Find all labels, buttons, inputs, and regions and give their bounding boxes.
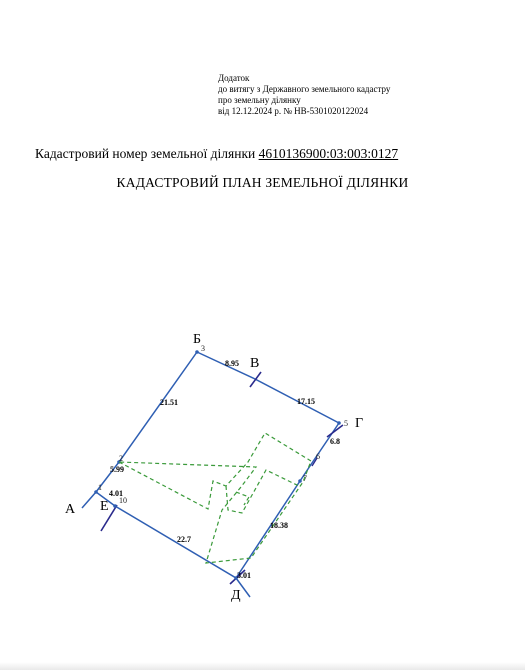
length-18-38: 18.38 xyxy=(270,521,288,530)
length-3-01: 3.01 xyxy=(237,571,251,580)
length-6-8: 6.8 xyxy=(330,437,340,446)
vertex-number-10: 10 xyxy=(119,496,127,505)
cadastral-number-value: 4610136900:03:003:0127 xyxy=(258,146,399,161)
marker-g xyxy=(327,425,343,437)
length-5-99: 5.99 xyxy=(110,465,124,474)
letter-e: Е xyxy=(100,499,109,514)
length-4-01: 4.01 xyxy=(109,489,123,498)
length-17-15: 17.15 xyxy=(297,397,315,406)
vertex-10 xyxy=(113,504,117,508)
vertex-number-2: 2 xyxy=(119,454,123,463)
annex-line-1: Додаток xyxy=(218,73,250,83)
vertex-number-7: 7 xyxy=(303,474,307,483)
annex-line-2: до витягу з Державного земельного кадастру xyxy=(218,84,391,94)
letter-a: А xyxy=(65,502,76,517)
parcel-boundary-south xyxy=(96,492,250,597)
cadastral-number-label: Кадастровий номер земельної ділянки xyxy=(35,146,256,161)
parcel-boundary-east xyxy=(236,423,339,578)
parcel-boundary-north xyxy=(197,352,339,423)
vertex-number-6: 6 xyxy=(316,452,320,461)
letter-d: Д xyxy=(231,588,241,603)
vertex-5 xyxy=(337,421,341,425)
building-outline xyxy=(119,433,311,563)
plan-title: КАДАСТРОВИЙ ПЛАН ЗЕМЕЛЬНОЇ ДІЛЯНКИ xyxy=(116,175,409,190)
marker-v xyxy=(250,372,261,387)
letter-v: В xyxy=(250,356,260,371)
vertex-7 xyxy=(298,479,302,483)
annex-line-3: про земельну ділянку xyxy=(218,95,301,105)
letter-b: Б xyxy=(193,332,202,347)
length-21-51: 21.51 xyxy=(160,398,178,407)
vertex-number-3: 3 xyxy=(201,344,205,353)
vertex-3 xyxy=(195,350,199,354)
length-8-95: 8.95 xyxy=(225,359,239,368)
building-inner xyxy=(226,470,299,513)
vertex-number-5: 5 xyxy=(344,419,348,428)
letter-g: Г xyxy=(355,416,364,431)
vertex-number-1: 1 xyxy=(98,483,102,492)
annex-line-4: від 12.12.2024 р. № НВ-5301020122024 xyxy=(218,106,369,116)
length-22-7: 22.7 xyxy=(177,535,191,544)
page-bottom-shadow xyxy=(0,662,525,670)
